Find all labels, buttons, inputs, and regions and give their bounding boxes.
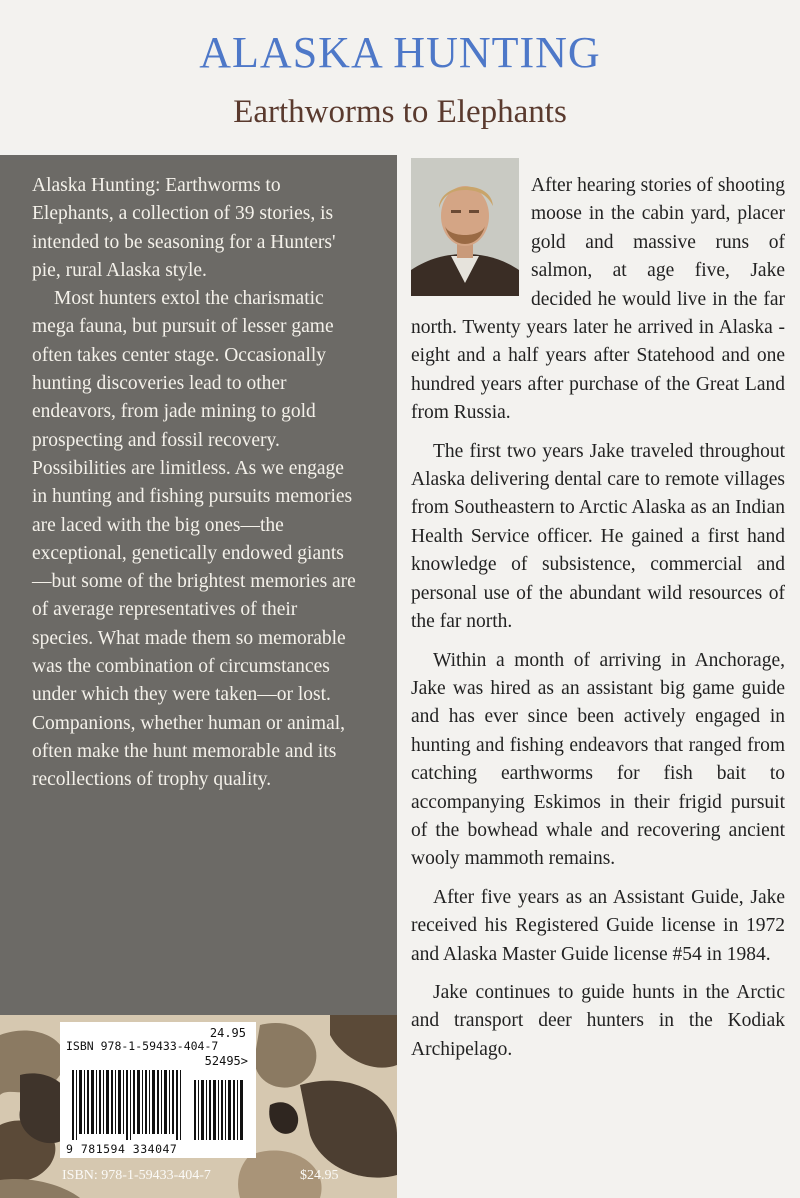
- author-bio: [411, 172, 785, 1074]
- synopsis-paragraph-2: Most hunters extol the charismatic mega fauna, but pursuit of lesser game often takes center stage. Occasionally hunting discoveries lead to other endeavors, from jade mining to gold prospecting and fossil recovery. Possibilities are limitless. As we engage in hunting and fishing pursuits memories are laced with the big ones—the exceptional, genetically endowed giants—but some of the brightest memories are of average representatives of their species. What made them so memorable was the combination of circumstances under which they were taken—or lost. Companions, whether human or animal, often make the hunt memorable and its recollections of trophy quality.: [32, 288, 356, 791]
- footer-isbn: ISBN: 978-1-59433-404-7: [62, 1168, 211, 1183]
- book-title: ALASKA HUNTING: [199, 28, 601, 77]
- book-subtitle: Earthworms to Elephants: [233, 94, 567, 130]
- footer-price: $24.95: [300, 1168, 339, 1183]
- bio-paragraph-2: The first two years Jake traveled throughout Alaska delivering dental care to remote villages from Southeastern to Arctic Alaska as an Indian Health Service officer. He gained a first hand knowledge of subsistence, commercial and personal use of the abundant wild resources of the far north.: [411, 440, 785, 633]
- synopsis-text: [32, 172, 362, 795]
- barcode-isbn: ISBN 978-1-59433-404-7: [66, 1039, 219, 1053]
- photo-spacer: [411, 172, 531, 312]
- barcode-price-code: 24.95: [209, 1026, 246, 1040]
- bio-paragraph-5: Jake continues to guide hunts in the Arctic and transport deer hunters in the Kodiak Archipelago.: [411, 981, 785, 1060]
- bio-paragraph-1: After hearing stories of shooting moose in the cabin yard, placer gold and massive runs of salmon, at age five, Jake decided he would live in the far north. Twenty years later he arrived in Alaska - eight and a half years after Statehood and one hundred years after purchase of the Great Land from Russia.: [411, 175, 785, 424]
- bio-paragraph-4: After five years as an Assistant Guide, Jake received his Registered Guide license in 1972 and Alaska Master Guide license #54 in 1984.: [411, 886, 785, 965]
- barcode-addon: 52495>: [204, 1054, 248, 1068]
- barcode: [60, 1022, 256, 1158]
- barcode-bars: [70, 1070, 248, 1140]
- bio-paragraph-3: Within a month of arriving in Anchorage, Jake was hired as an assistant big game guide and has ever since been actively engaged in hunting and fishing endeavors that ranged from catching earthworms for fish bait to accompanying Eskimos in their frigid pursuit of the bowhead whale and recovering ancient wooly mammoth remains.: [411, 649, 785, 870]
- barcode-number: 9 781594 334047: [66, 1142, 178, 1156]
- synopsis-paragraph-1: Alaska Hunting: Earthworms to Elephants, a collection of 39 stories, is intended to be seasoning for a Hunters' pie, rural Alaska style.: [32, 175, 336, 281]
